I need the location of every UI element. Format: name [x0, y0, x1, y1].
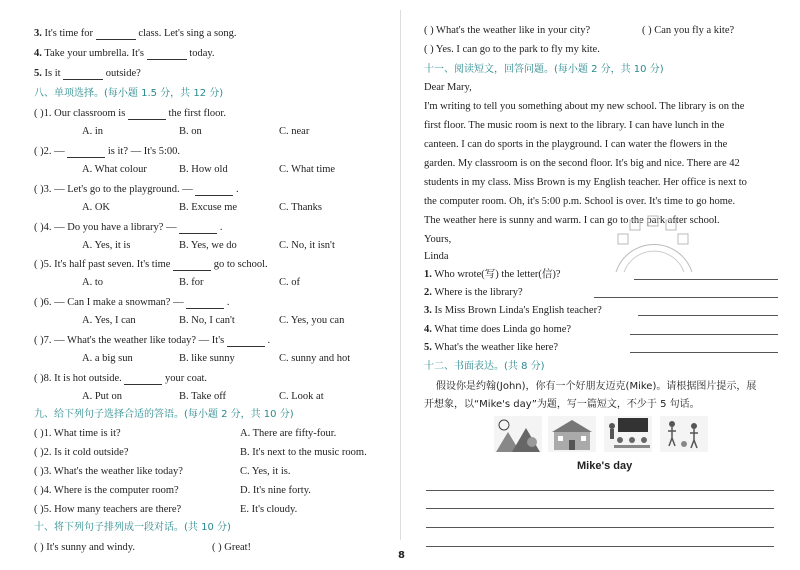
section-12-title: 十二、书面表达。(共 8 分)	[424, 361, 545, 372]
dialog-line-5: ( ) Yes. I can go to the park to fly my kite.	[424, 44, 600, 55]
scene-sun-trees-picture	[494, 416, 542, 457]
dialog-line-3: ( ) What's the weather like in your city?	[424, 25, 591, 36]
mc-option-c: C. sunny and hot	[279, 353, 351, 364]
question-item: 2. Where is the library?	[424, 287, 523, 298]
passage-line: The weather here is sunny and warm. I can go to the park after school.	[424, 215, 720, 226]
fill-item-5: 5. Is it outside?	[34, 68, 141, 79]
question-item: 3. Is Miss Brown Linda's English teacher?	[424, 305, 602, 316]
answer-blank[interactable]	[96, 29, 136, 40]
mc-option-a: A. OK	[82, 202, 110, 213]
match-question: ( )2. Is it cold outside?	[34, 447, 129, 458]
mc-option-a: A. to	[82, 277, 103, 288]
match-answer: E. It's cloudy.	[240, 504, 298, 515]
mc-option-b: B. on	[179, 126, 202, 137]
section-11-title: 十一、阅读短文，回答问题。(每小题 2 分，共 10 分)	[424, 64, 664, 75]
mc-question: ( )5. It's half past seven. It's time go to school.	[34, 259, 268, 270]
answer-blank[interactable]	[128, 109, 166, 120]
mc-option-b: B. Yes, we do	[179, 240, 237, 251]
answer-blank[interactable]	[63, 69, 103, 80]
section-8-title: 八、单项选择。(每小题 1.5 分，共 12 分)	[34, 88, 224, 99]
mc-option-b: B. Excuse me	[179, 202, 238, 213]
writing-line[interactable]	[426, 490, 774, 491]
answer-blank[interactable]	[195, 185, 233, 196]
passage-line: the computer room. Oh, it's 5:00 p.m. School is over. It's time to go home.	[424, 196, 736, 207]
answer-blank[interactable]	[227, 336, 265, 347]
classroom-picture	[604, 416, 652, 457]
passage-line: students in my class. Miss Brown is my English teacher. Her office is next to	[424, 177, 747, 188]
answer-blank[interactable]	[124, 374, 162, 385]
mc-option-c: C. Yes, you can	[279, 315, 345, 326]
writing-line[interactable]	[426, 546, 774, 547]
mc-question: ( )7. — What's the weather like today? — It's .	[34, 335, 271, 346]
question-item: 4. What time does Linda go home?	[424, 324, 572, 335]
passage-line: first floor. The music room is next to the library. I can have lunch in the	[424, 120, 725, 131]
mc-option-b: B. Take off	[179, 391, 226, 402]
mc-question: ( )1. Our classroom is the first floor.	[34, 108, 226, 119]
mc-option-a: A. Yes, it is	[82, 240, 131, 251]
dialog-line-2: ( ) Great!	[212, 542, 252, 553]
passage-line: canteen. I can do sports in the playground. I can water the flowers in the	[424, 139, 728, 150]
mc-option-a: A. Yes, I can	[82, 315, 136, 326]
mc-question: ( )8. It is hot outside. your coat.	[34, 373, 208, 384]
school-building-picture	[548, 416, 596, 457]
mc-option-b: B. No, I can't	[179, 315, 235, 326]
mc-option-c: C. of	[279, 277, 300, 288]
mc-option-a: A. What colour	[82, 164, 147, 175]
writing-prompt-line-2: 开想象，以“Mike's day”为题，写一篇短文，不少于 5 句话。	[424, 399, 700, 410]
answer-blank[interactable]	[179, 223, 217, 234]
mc-option-a: A. in	[82, 126, 103, 137]
mc-question: ( )6. — Can I make a snowman? — .	[34, 297, 230, 308]
answer-line[interactable]	[630, 352, 778, 353]
mc-option-c: C. No, it isn't	[279, 240, 335, 251]
mc-option-b: B. for	[179, 277, 204, 288]
page-fold	[400, 10, 401, 540]
dialog-line-4: ( ) Can you fly a kite?	[642, 25, 735, 36]
answer-line[interactable]	[638, 315, 778, 316]
section-9-title: 九、给下列句子选择合适的答语。(每小题 2 分，共 10 分)	[34, 409, 294, 420]
answer-blank[interactable]	[173, 260, 211, 271]
writing-line[interactable]	[426, 527, 774, 528]
answer-blank[interactable]	[67, 147, 105, 158]
mc-option-c: C. Thanks	[279, 202, 322, 213]
fill-item-4: 4. Take your umbrella. It's today.	[34, 48, 215, 59]
match-question: ( )5. How many teachers are there?	[34, 504, 182, 515]
dialog-line-1: ( ) It's sunny and windy.	[34, 542, 135, 553]
match-answer: A. There are fifty-four.	[240, 428, 337, 439]
match-answer: D. It's nine forty.	[240, 485, 311, 496]
fill-item-3: 3. It's time for class. Let's sing a song.	[34, 28, 237, 39]
mc-option-b: B. like sunny	[179, 353, 235, 364]
answer-blank[interactable]	[186, 298, 224, 309]
mc-option-c: C. Look at	[279, 391, 324, 402]
match-answer: B. It's next to the music room.	[240, 447, 367, 458]
page-number: 8	[398, 550, 405, 561]
passage-line: I'm writing to tell you something about my new school. The library is on the	[424, 101, 745, 112]
match-answer: C. Yes, it is.	[240, 466, 291, 477]
passage-line: Linda	[424, 251, 449, 262]
mc-option-c: C. near	[279, 126, 310, 137]
mc-option-c: C. What time	[279, 164, 336, 175]
question-item: 5. What's the weather like here?	[424, 342, 559, 353]
match-question: ( )4. Where is the computer room?	[34, 485, 179, 496]
passage-line: garden. My classroom is on the second floor. It's big and nice. There are 42	[424, 158, 740, 169]
mc-question: ( )4. — Do you have a library? — .	[34, 222, 223, 233]
writing-prompt-line-1: 假设你是约翰(John)，你有一个好朋友迈克(Mike)。请根据图片提示，展	[436, 381, 757, 392]
stamp-watermark	[606, 212, 702, 308]
mc-option-a: A. a big sun	[82, 353, 133, 364]
mc-question: ( )3. — Let's go to the playground. — .	[34, 184, 239, 195]
children-playing-picture	[660, 416, 708, 457]
essay-title: Mike's day	[577, 460, 633, 472]
section-10-title: 十、将下列句子排列成一段对话。(共 10 分)	[34, 522, 231, 533]
passage-line: Yours,	[424, 234, 452, 245]
answer-line[interactable]	[630, 334, 778, 335]
answer-blank[interactable]	[147, 49, 187, 60]
mc-question: ( )2. — is it? — It's 5:00.	[34, 146, 181, 157]
passage-line: Dear Mary,	[424, 82, 472, 93]
match-question: ( )3. What's the weather like today?	[34, 466, 183, 477]
match-question: ( )1. What time is it?	[34, 428, 121, 439]
mc-option-b: B. How old	[179, 164, 228, 175]
writing-line[interactable]	[426, 508, 774, 509]
mc-option-a: A. Put on	[82, 391, 122, 402]
question-item: 1. Who wrote(写) the letter(信)?	[424, 269, 561, 280]
